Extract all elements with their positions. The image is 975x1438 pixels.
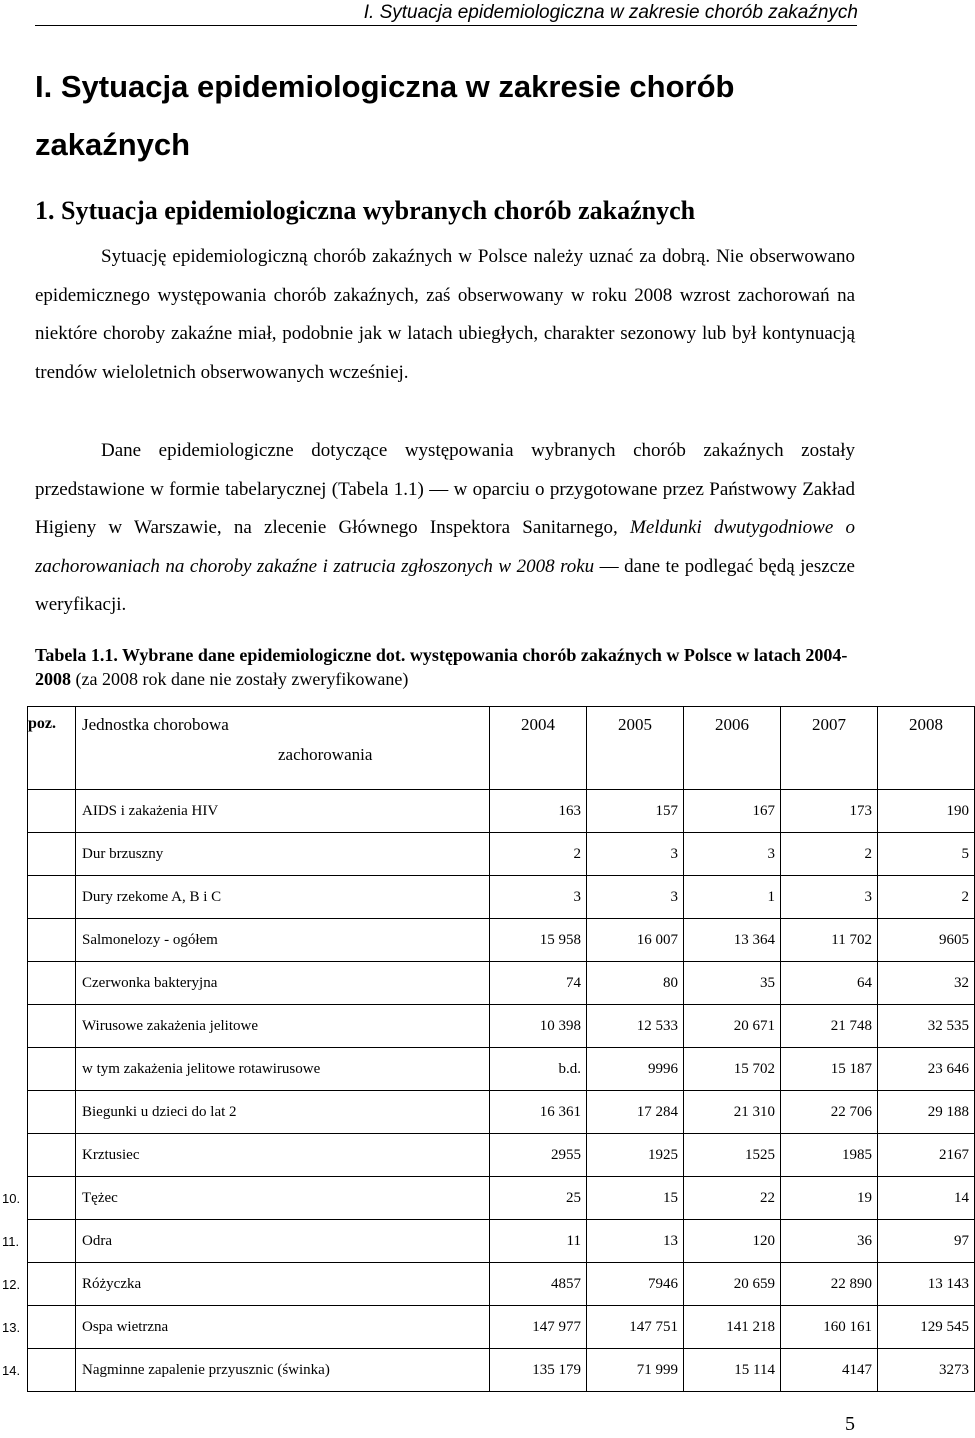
value-2008: 190 (878, 790, 975, 833)
header-rule (35, 25, 857, 26)
paragraph-2-text: Dane epidemiologiczne dotyczące występowania wybranych chorób zakaźnych zostały przedstawione w formie tabelarycznej (Tabela 1.1) — w oparciu o przygotowane przez Państwowy Zakład Higieny w Warszawie, na zlecenie Głównego Inspektora Sanitarnego, (35, 440, 855, 538)
value-2006: 20 671 (684, 1005, 781, 1048)
value-2007: 19 (781, 1177, 878, 1220)
value-2007: 1985 (781, 1134, 878, 1177)
value-2005: 71 999 (587, 1349, 684, 1392)
row-number (28, 919, 76, 962)
value-2006: 20 659 (684, 1263, 781, 1306)
table-row (28, 1005, 975, 1048)
value-2008: 9605 (878, 919, 975, 962)
disease-name: Biegunki u dzieci do lat 2 (76, 1091, 490, 1134)
table-row (28, 962, 975, 1005)
value-2007: 22 706 (781, 1091, 878, 1134)
value-2006: 13 364 (684, 919, 781, 962)
value-2008: 23 646 (878, 1048, 975, 1091)
header-disease-line1: Jednostka chorobowa (82, 715, 229, 734)
disease-name: Wirusowe zakażenia jelitowe (76, 1005, 490, 1048)
table-row (28, 1306, 975, 1349)
value-2008: 14 (878, 1177, 975, 1220)
table-row (28, 1048, 975, 1091)
disease-name: Salmonelozy - ogółem (76, 919, 490, 962)
value-2004: 11 (490, 1220, 587, 1263)
value-2005: 7946 (587, 1263, 684, 1306)
row-number (28, 1134, 76, 1177)
value-2004: b.d. (490, 1048, 587, 1091)
value-2007: 160 161 (781, 1306, 878, 1349)
section-title: 1. Sytuacja epidemiologiczna wybranych chorób zakaźnych (35, 196, 696, 225)
value-2008: 32 (878, 962, 975, 1005)
row-number (28, 790, 76, 833)
value-2008: 97 (878, 1220, 975, 1263)
paragraph-1: Sytuację epidemiologiczną chorób zakaźnych w Polsce należy uznać za dobrą. Nie obserwowano epidemicznego występowania chorób zakaźnych, zaś obserwowany w roku 2008 wzrost zachorowań na niektóre choroby zakaźne miał, podobnie jak w latach ubiegłych, charakter sezonowy lub był kontynuacją trendów wieloletnich obserwowanych wcześniej. (35, 246, 855, 383)
value-2007: 21 748 (781, 1005, 878, 1048)
table-row (28, 1263, 975, 1306)
value-2004: 3 (490, 876, 587, 919)
header-disease-line2: zachorowania (278, 745, 373, 764)
value-2007: 22 890 (781, 1263, 878, 1306)
value-2004: 15 958 (490, 919, 587, 962)
value-2007: 11 702 (781, 919, 878, 962)
disease-table (2, 706, 975, 1392)
value-2008: 13 143 (878, 1263, 975, 1306)
table-row (28, 1091, 975, 1134)
row-number-label: 10. (2, 1190, 21, 1206)
disease-name: Dur brzuszny (76, 833, 490, 876)
row-number-label: 14. (2, 1362, 21, 1378)
value-2005: 17 284 (587, 1091, 684, 1134)
disease-name: Czerwonka bakteryjna (76, 962, 490, 1005)
table-row (28, 919, 975, 962)
value-2006: 15 702 (684, 1048, 781, 1091)
row-number (2, 1349, 76, 1392)
value-2005: 15 (587, 1177, 684, 1220)
paragraph-2-citation: Meldunki dwutygodniowe o zachorowaniach na choroby zakaźne i zatrucia zgłoszonych w 2008 roku (35, 517, 855, 577)
value-2005: 12 533 (587, 1005, 684, 1048)
disease-name: Odra (76, 1220, 490, 1263)
disease-name: Krztusiec (76, 1134, 490, 1177)
value-2004: 2955 (490, 1134, 587, 1177)
value-2006: 22 (684, 1177, 781, 1220)
table-header-row (28, 707, 975, 790)
table-row (28, 1220, 975, 1263)
disease-name: Tężec (76, 1177, 490, 1220)
row-number (28, 1091, 76, 1134)
value-2007: 173 (781, 790, 878, 833)
value-2004: 16 361 (490, 1091, 587, 1134)
disease-name: Dury rzekome A, B i C (76, 876, 490, 919)
value-2005: 3 (587, 876, 684, 919)
value-2006: 1 (684, 876, 781, 919)
value-2005: 9996 (587, 1048, 684, 1091)
value-2007: 64 (781, 962, 878, 1005)
header-year-2005: 2005 (587, 707, 684, 790)
row-number (2, 1263, 76, 1306)
header-year-2006: 2006 (684, 707, 781, 790)
chapter-title (35, 58, 855, 174)
table-caption-title: Tabela 1.1. Wybrane dane epidemiologiczne dot. występowania chorób zakaźnych w Polsce w latach 2004-2008 (35, 645, 848, 689)
value-2006: 1525 (684, 1134, 781, 1177)
chapter-title-line1: I. Sytuacja epidemiologiczna w zakresie chorób (35, 69, 735, 104)
table-row (28, 1177, 975, 1220)
value-2006: 3 (684, 833, 781, 876)
header-year-2008: 2008 (878, 707, 975, 790)
value-2007: 4147 (781, 1349, 878, 1392)
row-number (2, 1177, 76, 1220)
value-2005: 3 (587, 833, 684, 876)
row-number-label: 13. (2, 1319, 21, 1335)
value-2004: 163 (490, 790, 587, 833)
paragraph-2 (35, 432, 855, 625)
header-year-2004: 2004 (490, 707, 587, 790)
value-2006: 141 218 (684, 1306, 781, 1349)
paragraph-2-tail: — dane te podlegać będą jeszcze weryfikacji. (35, 555, 855, 615)
disease-name: Ospa wietrzna (76, 1306, 490, 1349)
chapter-title-line2: zakaźnych (35, 127, 191, 162)
header-year-2007: 2007 (781, 707, 878, 790)
value-2004: 25 (490, 1177, 587, 1220)
value-2007: 3 (781, 876, 878, 919)
value-2006: 35 (684, 962, 781, 1005)
row-number (28, 962, 76, 1005)
value-2004: 74 (490, 962, 587, 1005)
value-2004: 147 977 (490, 1306, 587, 1349)
table-row (28, 833, 975, 876)
value-2008: 2167 (878, 1134, 975, 1177)
value-2008: 32 535 (878, 1005, 975, 1048)
value-2008: 2 (878, 876, 975, 919)
value-2004: 2 (490, 833, 587, 876)
value-2006: 120 (684, 1220, 781, 1263)
value-2006: 167 (684, 790, 781, 833)
row-number (28, 1048, 76, 1091)
table-row (28, 1349, 975, 1392)
table-caption (35, 643, 857, 691)
table-row (28, 876, 975, 919)
disease-name: AIDS i zakażenia HIV (76, 790, 490, 833)
value-2005: 13 (587, 1220, 684, 1263)
value-2005: 157 (587, 790, 684, 833)
row-number-label: 12. (2, 1276, 21, 1292)
row-number (2, 1220, 76, 1263)
value-2008: 5 (878, 833, 975, 876)
value-2006: 21 310 (684, 1091, 781, 1134)
row-number (28, 876, 76, 919)
value-2008: 3273 (878, 1349, 975, 1392)
value-2006: 15 114 (684, 1349, 781, 1392)
disease-name: Różyczka (76, 1263, 490, 1306)
value-2004: 10 398 (490, 1005, 587, 1048)
row-number (28, 833, 76, 876)
value-2005: 80 (587, 962, 684, 1005)
table-row (28, 790, 975, 833)
value-2004: 4857 (490, 1263, 587, 1306)
value-2008: 29 188 (878, 1091, 975, 1134)
row-number (2, 1306, 76, 1349)
header-poz: poz. (28, 707, 76, 790)
value-2008: 129 545 (878, 1306, 975, 1349)
row-number-label: 11. (2, 1233, 20, 1249)
header-disease (76, 707, 490, 790)
value-2005: 16 007 (587, 919, 684, 962)
value-2007: 36 (781, 1220, 878, 1263)
value-2004: 135 179 (490, 1349, 587, 1392)
running-header: I. Sytuacja epidemiologiczna w zakresie chorób zakaźnych (363, 2, 858, 23)
value-2005: 1925 (587, 1134, 684, 1177)
page-number: 5 (845, 1413, 855, 1435)
value-2005: 147 751 (587, 1306, 684, 1349)
disease-name: Nagminne zapalenie przyusznic (świnka) (76, 1349, 490, 1392)
value-2007: 15 187 (781, 1048, 878, 1091)
row-number (28, 1005, 76, 1048)
disease-name: w tym zakażenia jelitowe rotawirusowe (76, 1048, 490, 1091)
value-2007: 2 (781, 833, 878, 876)
table-row (28, 1134, 975, 1177)
table-caption-note: (za 2008 rok dane nie zostały zweryfikowane) (71, 669, 409, 689)
